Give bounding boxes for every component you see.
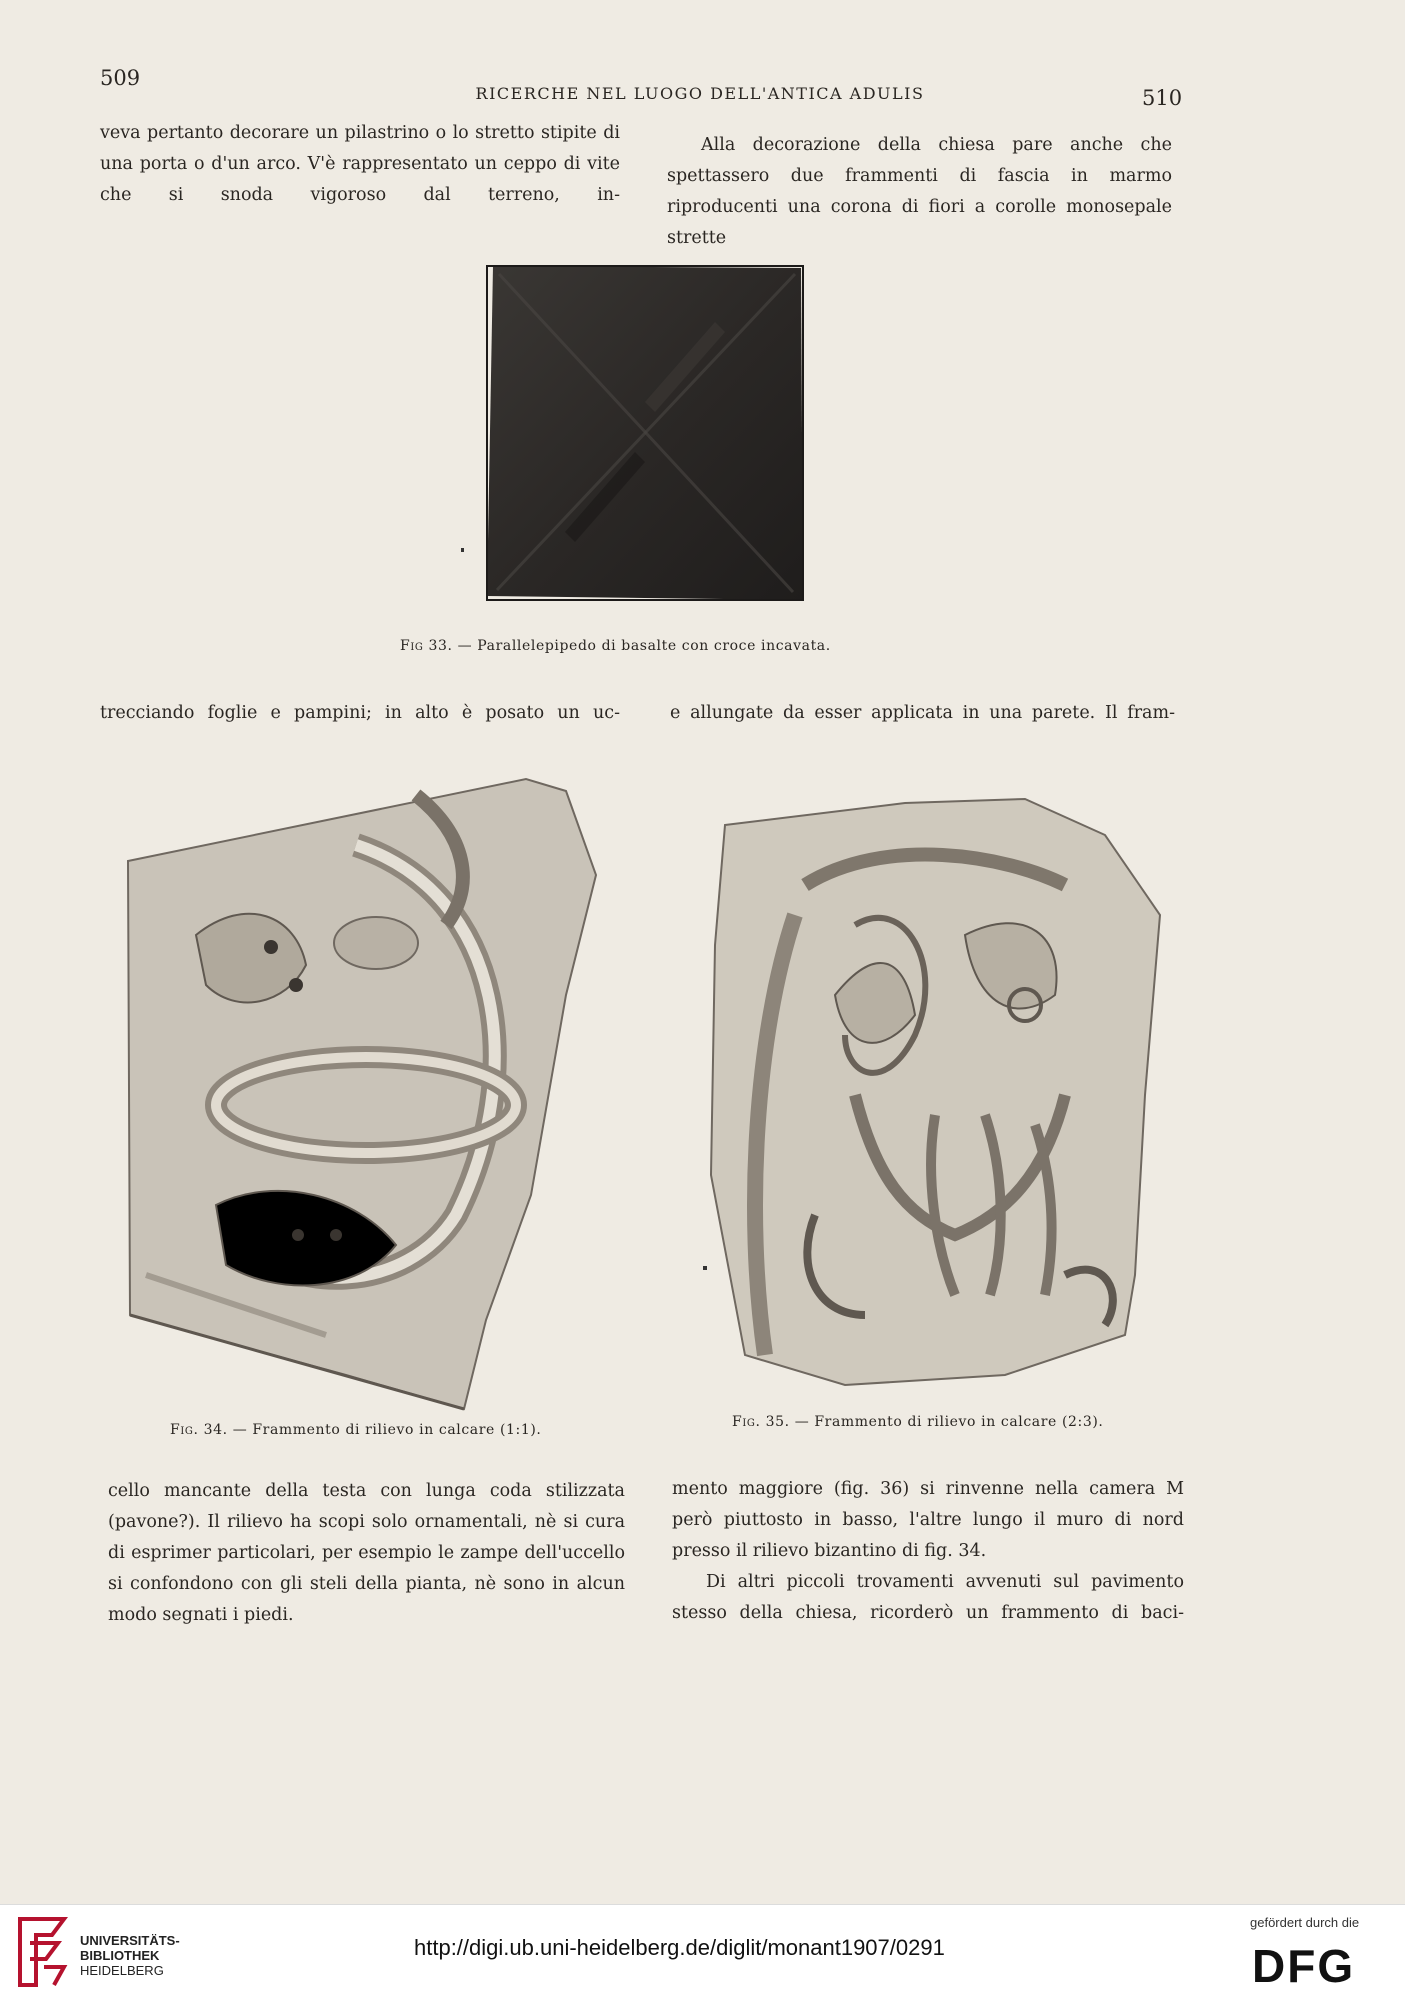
running-title: RICERCHE NEL LUOGO DELL'ANTICA ADULIS — [475, 84, 925, 103]
caption-text: 34. — Frammento di rilievo in calcare (1:1). — [203, 1422, 542, 1438]
paragraph: mento maggiore (fig. 36) si rinvenne nella camera M però piuttosto in basso, l'altre lungo il muro di nord presso il rilievo bizantino di fig. 34. — [672, 1479, 1184, 1561]
text-column-left-upper — [100, 118, 620, 211]
page-number-left: 509 — [100, 66, 141, 90]
figure-33-image — [485, 262, 805, 604]
figure-34-image — [126, 775, 601, 1415]
speck — [703, 1266, 707, 1270]
page-number-right: 510 — [1142, 86, 1183, 110]
funding-note: gefördert durch die — [1250, 1915, 1360, 1930]
figure-33-caption — [400, 638, 831, 654]
text-column-left-middle — [100, 698, 620, 729]
paragraph: trecciando foglie e pampini; in alto è posato un uc- — [100, 703, 620, 723]
figure-label: Fig. — [732, 1414, 761, 1430]
figure-35-image — [705, 795, 1165, 1395]
figure-34-caption — [170, 1422, 541, 1438]
speck — [461, 548, 464, 552]
paragraph: cello mancante della testa con lunga coda stilizzata (pavone?). Il rilievo ha scopi solo ornamentali, nè si cura di esprimer particolari, per esempio le zampe dell'uccello si confondono con gli steli della pianta, nè sono in alcun modo segnati i piedi. — [108, 1481, 625, 1625]
text-column-right-lower — [672, 1474, 1184, 1629]
caption-text: 33. — Parallelepipedo di basalte con croce incavata. — [428, 638, 831, 654]
footer-bar — [0, 1904, 1405, 2001]
dfg-logo: DFG — [1252, 1940, 1356, 1992]
paragraph: Di altri piccoli trovamenti avvenuti sul pavimento stesso della chiesa, ricorderò un frammento di baci- — [672, 1572, 1184, 1623]
library-line: HEIDELBERG — [80, 1963, 164, 1978]
caption-text: 35. — Frammento di rilievo in calcare (2:3). — [765, 1414, 1104, 1430]
paragraph: veva pertanto decorare un pilastrino o lo stretto stipite di una porta o d'un arco. V'è rappresentato un ceppo di vite che si snoda vigoroso dal terreno, in- — [100, 123, 620, 205]
text-column-right-upper — [667, 130, 1172, 254]
figure-35-caption — [732, 1414, 1103, 1430]
paragraph: Alla decorazione della chiesa pare anche che spettassero due frammenti di fascia in marmo riproducenti una corona di fiori a corolle monosepale strette — [667, 135, 1172, 248]
library-name — [80, 1933, 180, 1978]
figure-label: Fig. — [170, 1422, 199, 1438]
library-line: BIBLIOTHEK — [80, 1948, 160, 1963]
figure-label: Fig — [400, 638, 424, 654]
text-column-right-middle — [670, 698, 1175, 729]
paragraph: e allungate da esser applicata in una parete. Il fram- — [670, 703, 1175, 723]
ub-heidelberg-logo — [14, 1915, 70, 1991]
library-line: UNIVERSITÄTS- — [80, 1933, 180, 1948]
permalink[interactable]: http://digi.ub.uni-heidelberg.de/diglit/monant1907/0291 — [414, 1935, 945, 1960]
text-column-left-lower — [108, 1476, 625, 1631]
